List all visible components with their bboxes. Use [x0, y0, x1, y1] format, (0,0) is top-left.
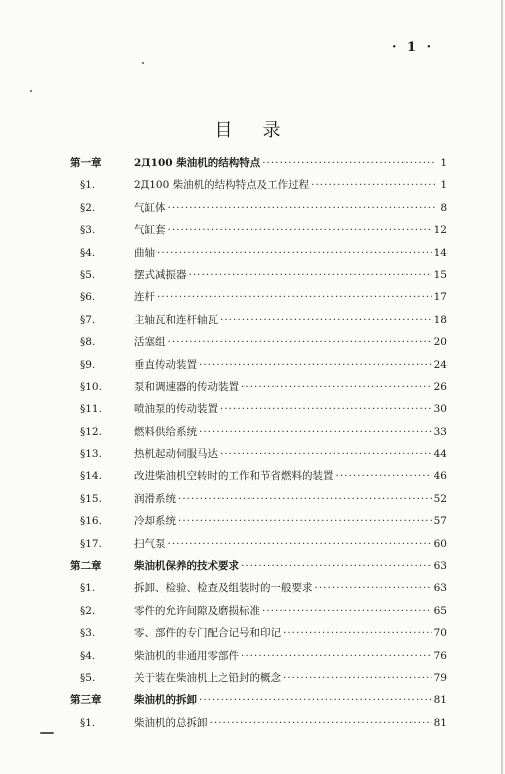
toc-entry-number: §1. [80, 582, 96, 595]
dot-leader [168, 202, 436, 214]
toc-entry-page: 1 [440, 157, 447, 169]
toc-entry-page: 8 [440, 201, 447, 214]
dot-leader [241, 381, 432, 393]
toc-entry-page: 79 [433, 671, 447, 684]
dot-leader [178, 515, 432, 527]
toc-entry-number: §13. [80, 448, 102, 461]
toc-entry-page: 46 [433, 470, 447, 483]
toc-entry-title: 气缸套 [134, 224, 166, 237]
toc-entry-page: 57 [433, 515, 447, 528]
toc-entry-title: 改进柴油机空转时的工作和节省燃料的装置 [134, 470, 334, 483]
dot-leader [210, 717, 432, 729]
scan-speck [30, 90, 32, 92]
toc-entry-number: §17. [80, 537, 102, 550]
toc-entry-title: 扫气泵 [134, 537, 166, 550]
dot-leader [178, 493, 432, 505]
toc-section-row [70, 625, 447, 647]
toc-entry-title: 曲轴 [134, 246, 155, 259]
toc-section-row [70, 446, 447, 468]
toc-section-row [70, 222, 447, 244]
toc-entry-title: 柴油机的总拆卸 [134, 716, 208, 729]
toc-section-row [70, 401, 447, 423]
toc-entry-title: 2Д100 柴油机的结构特点 [134, 157, 261, 169]
toc-entry-title: 零件的允许间隙及磨损标准 [134, 604, 260, 617]
toc-section-row [70, 379, 447, 401]
dot-leader [168, 224, 432, 236]
dot-leader [199, 426, 432, 438]
toc-section-row [70, 267, 447, 289]
dot-leader [168, 336, 432, 348]
toc-entry-page: 63 [433, 560, 447, 573]
dot-leader [220, 448, 432, 460]
toc-entry-page: 70 [433, 627, 447, 640]
toc-entry-number: 第二章 [70, 560, 102, 573]
dot-leader [157, 247, 432, 259]
toc-entry-title: 热机起动伺服马达 [134, 448, 218, 461]
toc-section-row [70, 200, 447, 222]
dot-leader [199, 694, 432, 706]
toc-entry-number: §12. [80, 425, 102, 438]
toc-section-row [70, 580, 447, 602]
dot-leader [241, 560, 432, 572]
toc-entry-number: §4. [80, 246, 96, 259]
dot-leader [220, 314, 432, 326]
toc-entry-number: §3. [80, 627, 96, 640]
toc-entry-number: §5. [80, 268, 96, 281]
toc-section-row [70, 357, 447, 379]
toc-entry-title: 柴油机的拆卸 [134, 694, 197, 707]
toc-section-row [70, 245, 447, 267]
toc-entry-page: 30 [433, 403, 447, 416]
dot-leader [199, 359, 432, 371]
toc-entry-title: 润滑系统 [134, 492, 176, 505]
toc-entry-title: 拆卸、检验、检查及组装时的一般要求 [134, 582, 313, 595]
dot-leader [241, 650, 432, 662]
toc-entry-page: 76 [433, 649, 447, 662]
dot-leader [262, 605, 432, 617]
toc-entry-number: §9. [80, 358, 96, 371]
toc-entry-page: 63 [433, 582, 447, 595]
scan-speck [142, 62, 144, 64]
dot-leader [157, 291, 432, 303]
toc-section-row [70, 289, 447, 311]
toc-section-row [70, 424, 447, 446]
toc-entry-title: 气缸体 [134, 201, 166, 214]
toc-entry-title: 关于装在柴油机上之铅封的概念 [134, 671, 281, 684]
toc-entry-title: 泵和调速器的传动装置 [134, 380, 239, 393]
toc-entry-title: 2Д100 柴油机的结构特点及工作过程 [134, 179, 310, 192]
toc-entry-number: §1. [80, 179, 96, 192]
toc-entry-page: 14 [433, 246, 447, 259]
dot-leader [189, 269, 432, 281]
page-number: · 1 · [392, 40, 435, 55]
toc-section-row [70, 715, 447, 737]
toc-entry-title: 柴油机的非通用零部件 [134, 649, 239, 662]
toc-entry-title: 柴油机保养的技术要求 [134, 560, 239, 573]
toc-entry-page: 12 [433, 224, 447, 237]
toc-entry-number: 第三章 [70, 694, 102, 707]
toc-entry-title: 垂直传动装置 [134, 358, 197, 371]
dot-leader [311, 179, 435, 191]
toc-entry-title: 零、部件的专门配合记号和印记 [134, 627, 281, 640]
toc-entry-page: 81 [433, 716, 447, 729]
dot-leader [283, 627, 432, 639]
dot-leader [336, 470, 432, 482]
toc-entry-number: §2. [80, 201, 96, 214]
toc-entry-page: 81 [433, 694, 447, 707]
toc-entry-page: 18 [433, 313, 447, 326]
toc-entry-number: 第一章 [70, 157, 102, 169]
toc-entry-number: §11. [80, 403, 102, 416]
toc-section-row [70, 536, 447, 558]
toc-entry-number: §3. [80, 224, 96, 237]
toc-section-row [70, 468, 447, 490]
toc-section-row [70, 177, 447, 199]
toc-entry-number: §2. [80, 604, 96, 617]
toc-entry-page: 20 [433, 336, 447, 349]
dot-leader [262, 157, 435, 169]
toc-entry-number: §8. [80, 336, 96, 349]
toc-entry-page: 26 [433, 380, 447, 393]
toc-entry-page: 52 [433, 492, 447, 505]
toc-entry-page: 15 [433, 268, 447, 281]
toc-entry-page: 33 [433, 425, 447, 438]
toc-chapter-row [70, 155, 447, 177]
toc-entry-page: 60 [433, 537, 447, 550]
toc-entry-page: 24 [433, 358, 447, 371]
toc-entry-number: §4. [80, 649, 96, 662]
page-title: 目录 [214, 120, 311, 141]
toc-entry-number: §16. [80, 515, 102, 528]
toc-entry-number: §10. [80, 380, 102, 393]
toc-chapter-row [70, 692, 447, 714]
toc-chapter-row [70, 558, 447, 580]
toc-entry-title: 活塞组 [134, 336, 166, 349]
toc-entry-page: 65 [433, 604, 447, 617]
toc-section-row [70, 648, 447, 670]
toc-entry-title: 冷却系统 [134, 515, 176, 528]
toc-entry-title: 摆式减振器 [134, 268, 187, 281]
toc-section-row [70, 513, 447, 535]
toc-entry-page: 44 [433, 448, 447, 461]
toc-section-row [70, 670, 447, 692]
toc-entry-title: 燃料供给系统 [134, 425, 197, 438]
dot-leader [283, 672, 432, 684]
table-of-contents [70, 155, 447, 737]
toc-entry-number: §7. [80, 313, 96, 326]
toc-entry-number: §15. [80, 492, 102, 505]
scan-speck [40, 732, 54, 734]
toc-section-row [70, 603, 447, 625]
toc-entry-number: §1. [80, 716, 96, 729]
toc-section-row [70, 334, 447, 356]
toc-entry-number: §14. [80, 470, 102, 483]
toc-entry-title: 主轴瓦和连杆轴瓦 [134, 313, 218, 326]
dot-leader [220, 403, 432, 415]
toc-entry-title: 连杆 [134, 291, 155, 304]
toc-entry-page: 17 [433, 291, 447, 304]
toc-section-row [70, 312, 447, 334]
dot-leader [315, 582, 432, 594]
toc-entry-page: 1 [440, 179, 447, 192]
toc-entry-number: §5. [80, 671, 96, 684]
toc-section-row [70, 491, 447, 513]
toc-entry-number: §6. [80, 291, 96, 304]
dot-leader [168, 538, 432, 550]
toc-entry-title: 喷油泵的传动装置 [134, 403, 218, 416]
